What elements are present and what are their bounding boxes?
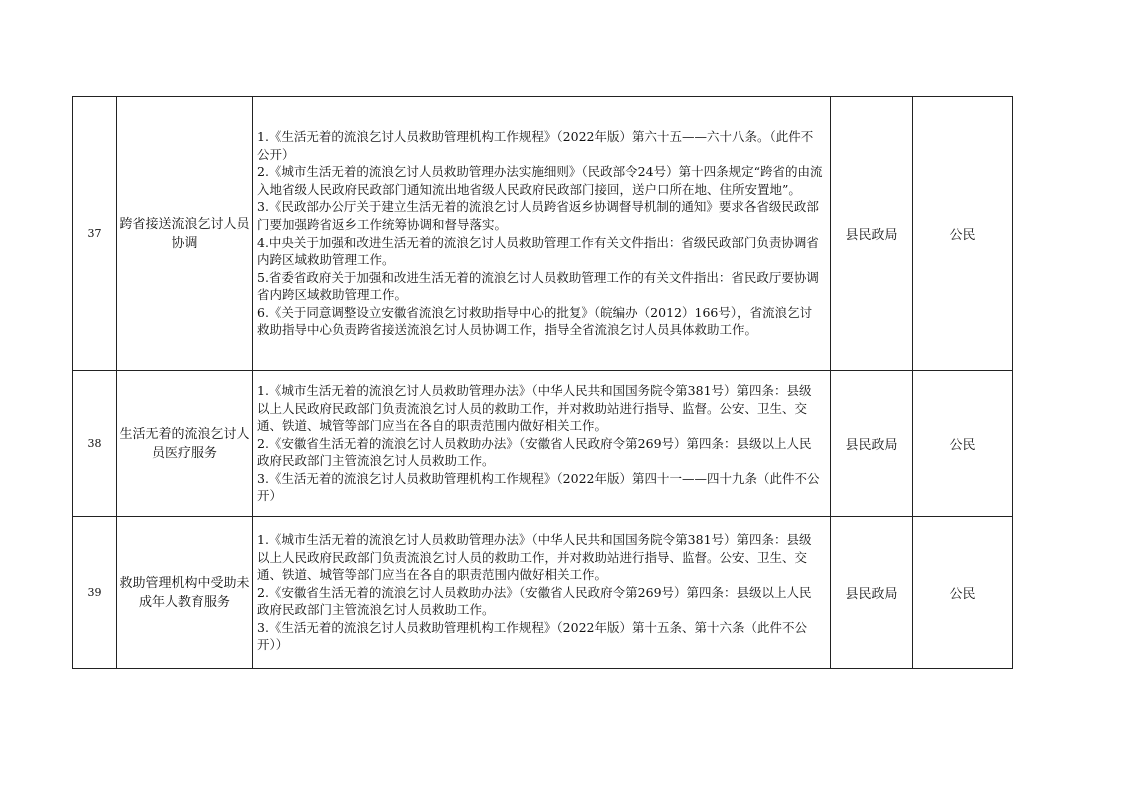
table-row [73,371,1013,517]
legal-basis-cell [253,97,831,371]
legal-basis-cell [253,517,831,669]
item-number: 39 [73,517,117,669]
service-target: 公民 [913,517,1013,669]
legal-basis-line: 1.《城市生活无着的流浪乞讨人员救助管理办法》（中华人民共和国国务院令第381号）第四条：县级以上人民政府民政部门负责流浪乞讨人员的救助工作，并对救助站进行指导、监督。公安、卫生、交通、铁道、城管等部门应当在各自的职责范围内做好相关工作。 [257,382,812,434]
legal-basis-line: 2.《安徽省生活无着的流浪乞讨人员救助办法》（安徽省人民政府令第269号）第四条：县级以上人民政府民政部门主管流浪乞讨人员救助工作。 [257,435,812,469]
service-target: 公民 [913,97,1013,371]
legal-basis-line: 5.省委省政府关于加强和改进生活无着的流浪乞讨人员救助管理工作的有关文件指出：省民政厅要协调省内跨区域救助管理工作。 [257,269,819,303]
legal-basis-line: 3.《生活无着的流浪乞讨人员救助管理机构工作规程》（2022年版）第十五条、第十六条（此件不公开）） [257,619,807,653]
legal-basis-line: 1.《生活无着的流浪乞讨人员救助管理机构工作规程》（2022年版）第六十五——六十八条。（此件不公开） [257,128,814,162]
item-name: 生活无着的流浪乞讨人员医疗服务 [117,371,253,517]
responsible-department: 县民政局 [831,97,913,371]
legal-basis-line: 2.《城市生活无着的流浪乞讨人员救助管理办法实施细则》（民政部令24号）第十四条规定“跨省的由流入地省级人民政府民政部门通知流出地省级人民政府民政部门接回，送户口所在地、住所安置地”。 [257,164,823,197]
service-list-table [72,96,1013,669]
legal-basis-line: 6.《关于同意调整设立安徽省流浪乞讨救助指导中心的批复》（皖编办（2012）166号），省流浪乞讨救助指导中心负责跨省接送流浪乞讨人员协调工作，指导全省流浪乞讨人员具体救助工作。 [257,304,813,338]
legal-basis-line: 2.《安徽省生活无着的流浪乞讨人员救助办法》（安徽省人民政府令第269号）第四条：县级以上人民政府民政部门主管流浪乞讨人员救助工作。 [257,584,812,618]
service-target: 公民 [913,371,1013,517]
item-number: 37 [73,97,117,371]
legal-basis-line: 3.《民政部办公厅关于建立生活无着的流浪乞讨人员跨省返乡协调督导机制的通知》要求各省级民政部门要加强跨省返乡工作统筹协调和督导落实。 [257,199,819,232]
legal-basis-line: 1.《城市生活无着的流浪乞讨人员救助管理办法》（中华人民共和国国务院令第381号）第四条：县级以上人民政府民政部门负责流浪乞讨人员的救助工作，并对救助站进行指导、监督。公安、卫生、交通、铁道、城管等部门应当在各自的职责范围内做好相关工作。 [257,531,812,583]
item-number: 38 [73,371,117,517]
legal-basis-line: 4.中央关于加强和改进生活无着的流浪乞讨人员救助管理工作有关文件指出：省级民政部门负责协调省内跨区域救助管理工作。 [257,234,819,268]
responsible-department: 县民政局 [831,371,913,517]
legal-basis-line: 3.《生活无着的流浪乞讨人员救助管理机构工作规程》（2022年版）第四十一——四十九条（此件不公开） [257,470,820,504]
table-row [73,517,1013,669]
legal-basis-cell [253,371,831,517]
responsible-department: 县民政局 [831,517,913,669]
table-row [73,97,1013,371]
item-name: 救助管理机构中受助未成年人教育服务 [117,517,253,669]
item-name: 跨省接送流浪乞讨人员协调 [117,97,253,371]
